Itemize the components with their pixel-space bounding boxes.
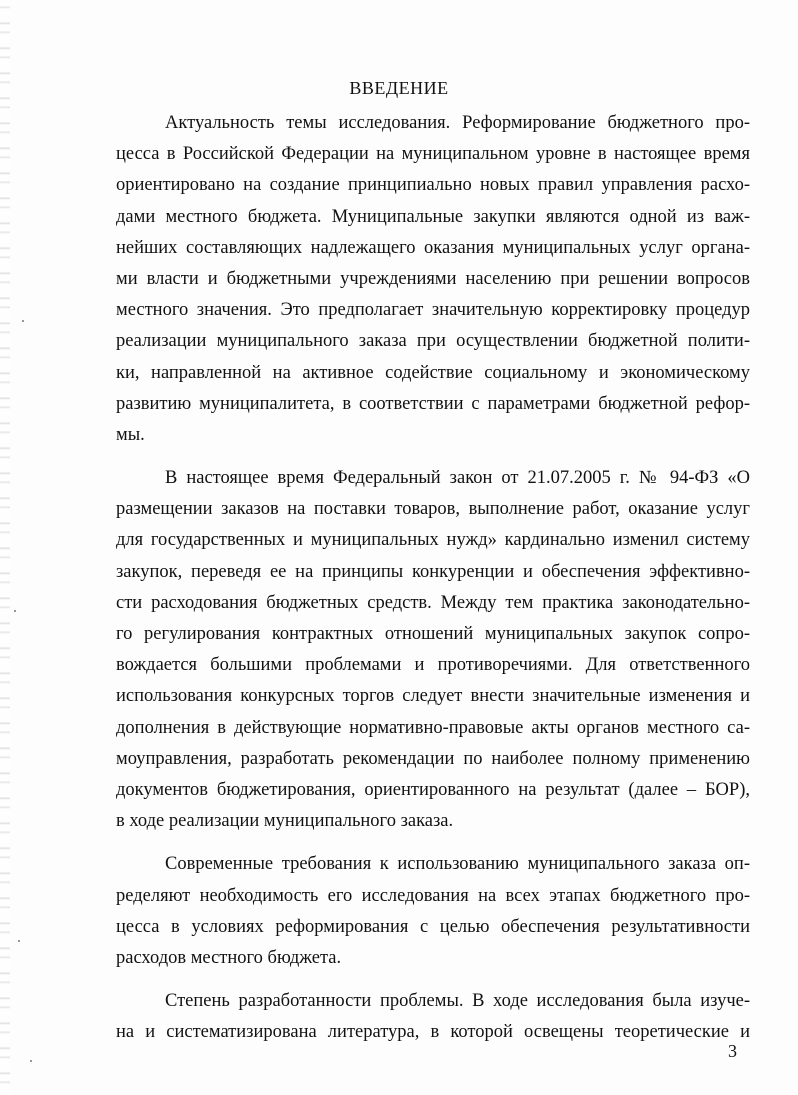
text-line: в ходе реализации муниципального заказа. <box>116 811 454 832</box>
scan-edge-artifact <box>0 0 10 1095</box>
text-line: расходов местного бюджета. <box>116 947 342 968</box>
text-line: на и систематизирована литература, в которой освещены теоретические и <box>116 1022 750 1043</box>
paragraph-2 <box>116 463 750 837</box>
text-line: ориентировано на создание принципиально новых правил управления расхо- <box>116 175 750 196</box>
text-line: Степень разработанности проблемы. В ходе исследования была изуче- <box>165 991 750 1012</box>
text-line: дами местного бюджета. Муниципальные закупки являются одной из важ- <box>116 206 750 227</box>
section-title: ВВЕДЕНИЕ <box>349 78 449 98</box>
text-line: В настоящее время Федеральный закон от 21.07.2005 г. № 94-ФЗ «О <box>165 468 750 489</box>
text-line: Актуальность темы исследования. Реформирование бюджетного про- <box>165 113 750 133</box>
paragraph-4 <box>116 986 750 1048</box>
paragraph-gap <box>116 451 750 463</box>
paragraph-3 <box>116 849 750 974</box>
text-line: документов бюджетирования, ориентированного на результат (далее – БОР), <box>116 779 750 800</box>
text-line: использования конкурсных торгов следует внести значительные изменения и <box>116 686 750 707</box>
paragraph-gap <box>116 974 750 986</box>
page-number: 3 <box>728 1041 737 1061</box>
text-line: сти расходования бюджетных средств. Между тем практика законодательно- <box>116 592 750 613</box>
text-line: дополнения в действующие нормативно-правовые акты органов местного са- <box>116 717 750 738</box>
text-line: мы. <box>116 424 145 445</box>
text-line: ределяют необходимость его исследования на всех этапах бюджетного про- <box>116 885 750 906</box>
text-line: закупок, переведя ее на принципы конкуренции и обеспечения эффективно- <box>116 561 750 582</box>
scan-speck <box>18 940 20 942</box>
text-line: вождается большими проблемами и противоречиями. Для ответственного <box>116 655 750 676</box>
paragraph-1 <box>116 108 750 451</box>
text-line: Современные требования к использованию муниципального заказа оп- <box>165 854 750 875</box>
text-line: для государственных и муниципальных нужд» кардинально изменил систему <box>116 530 750 551</box>
text-line: моуправления, разработать рекомендации по наиболее полному применению <box>116 748 750 769</box>
text-line: нейших составляющих надлежащего оказания муниципальных услуг органа- <box>116 237 750 258</box>
text-line: ки, направленной на активное содействие социальному и экономическому <box>116 362 750 383</box>
text-line: развитию муниципалитета, в соответствии с параметрами бюджетной рефор- <box>116 393 750 414</box>
text-line: цесса в Российской Федерации на муниципальном уровне в настоящее время <box>116 144 750 165</box>
text-line: размещении заказов на поставки товаров, выполнение работ, оказание услуг <box>116 499 750 520</box>
text-line: реализации муниципального заказа при осуществлении бюджетной полити- <box>116 331 750 352</box>
scan-speck <box>30 1060 32 1062</box>
text-line: ми власти и бюджетными учреждениями населению при решении вопросов <box>116 268 750 289</box>
scan-speck <box>22 320 24 322</box>
scan-speck <box>14 610 16 612</box>
body-text <box>116 108 750 1048</box>
text-line: го регулирования контрактных отношений муниципальных закупок сопро- <box>116 624 750 644</box>
text-line: местного значения. Это предполагает значительную корректировку процедур <box>116 300 750 321</box>
text-line: цесса в условиях реформирования с целью обеспечения результативности <box>116 916 750 937</box>
paragraph-gap <box>116 837 750 849</box>
